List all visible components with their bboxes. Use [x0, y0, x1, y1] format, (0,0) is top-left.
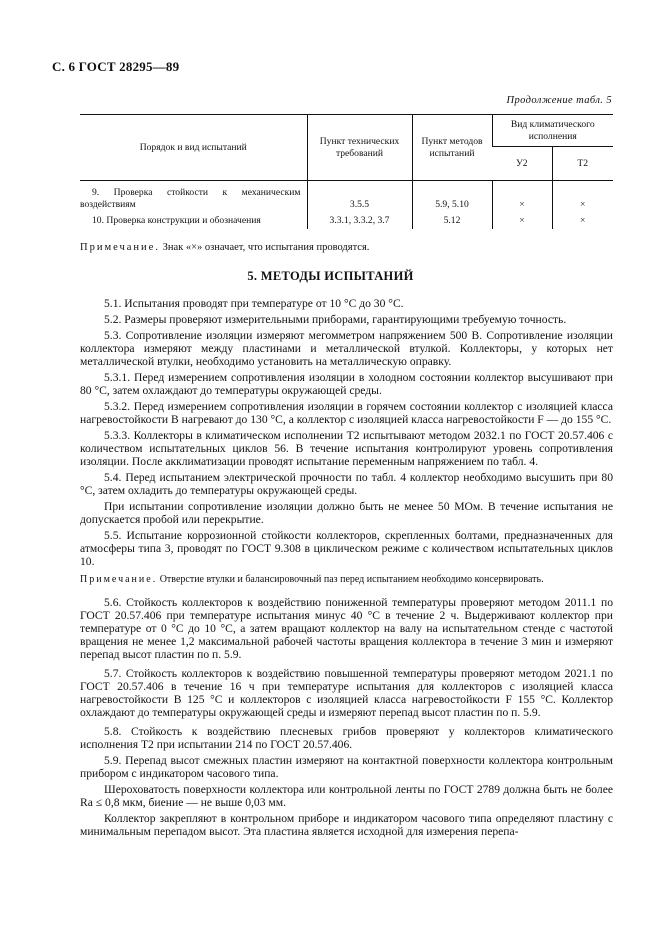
row-t2: ×: [552, 181, 613, 214]
test-table: [80, 114, 613, 229]
header-order: Порядок и вид испытаний: [80, 115, 307, 181]
row-name: 9. Проверка стойкости к механическим воздействиям: [80, 187, 301, 210]
note-text: Отверстие втулки и балансировочный паз перед испытанием необходимо консервировать.: [157, 574, 544, 585]
table-note: [80, 242, 369, 253]
table-row: [80, 181, 613, 214]
paragraph: 5.7. Стойкость коллекторов к воздействию повышенной температуры проверяют методом 2021.1 по ГОСТ 20.57.406 в течение 16 ч при температуре испытания для коллекторов с изоляцией класса нагревостойкости В 125 °С и коллекторов с изоляцией класса нагревостойкости F 155 °С. Коллектор охлаждают до температуры окружающей среды и измеряют перепад высот пластин по п. 5.9.: [80, 667, 613, 719]
paragraph: Коллектор закрепляют в контрольном приборе и индикатором часового типа определяют пластину с минимальным перепадом высот. Эта пластина является исходной для измерения перепа-: [80, 812, 613, 838]
row-method: 5.9, 5.10: [412, 181, 492, 214]
table-note-text: Знак «×» означает, что испытания проводятся.: [159, 242, 370, 253]
row-t2: ×: [552, 213, 613, 229]
header-climate: Вид климатического исполнения: [492, 115, 613, 147]
paragraph: 5.2. Размеры проверяют измерительными приборами, гарантирующими требуемую точность.: [104, 313, 567, 326]
section-title: 5. МЕТОДЫ ИСПЫТАНИЙ: [247, 269, 414, 283]
row-u2: ×: [492, 213, 552, 229]
row-u2: ×: [492, 181, 552, 214]
header-t2: Т2: [552, 147, 613, 181]
paragraph: 5.5. Испытание коррозионной стойкости коллекторов, скрепленных болтами, предназначенных для атмосферы типа 3, проводят по ГОСТ 9.308 в циклическом режиме с количеством испытательных циклов 10.: [80, 529, 613, 568]
table-note-label: Примечание.: [80, 242, 160, 253]
paragraph: При испытании сопротивление изоляции должно быть не менее 50 МОм. В течение испытания не допускается пробой или перекрытие.: [80, 500, 613, 526]
header-tech-req: Пункт технических требований: [307, 115, 412, 181]
header-u2: У2: [492, 147, 552, 181]
paragraph: 5.9. Перепад высот смежных пластин измеряют на контактной поверхности коллектора контрольным прибором с индикатором часового типа.: [80, 754, 613, 780]
paragraph: 5.1. Испытания проводят при температуре от 10 °С до 30 °С.: [104, 297, 404, 310]
table-row: [80, 213, 613, 229]
note: [80, 574, 613, 586]
header-methods: Пункт методов испытаний: [412, 115, 492, 181]
row-name: 10. Проверка конструкции и обозначения: [92, 215, 261, 226]
paragraph: 5.3. Сопротивление изоляции измеряют мегомметром напряжением 500 В. Сопротивление изоляции коллектора измеряют между пластинами и металлической втулкой. Коллекторы, у которых нет металлической втулки, необходимо установить на металлическую оправку.: [80, 329, 613, 368]
row-tech: 3.3.1, 3.3.2, 3.7: [307, 213, 412, 229]
row-tech: 3.5.5: [307, 181, 412, 214]
paragraph: 5.6. Стойкость коллекторов к воздействию пониженной температуры проверяют методом 2011.1 по ГОСТ 20.57.406 при температуре испытания минус 40 °С в течение 2 ч. Выдерживают коллектор при температуре от 0 °С до 10 °С, а затем вращают коллектор на валу на испытательном стенде с частотой вращения не менее 1,2 максимальной рабочей частоты вращения коллектора в течение 3 мин и измеряют перепад высот пластин по п. 5.9.: [80, 596, 613, 661]
paragraph: 5.8. Стойкость к воздействию плесневых грибов проверяют у коллекторов климатического исполнения Т2 при испытании 214 по ГОСТ 20.57.406.: [80, 725, 613, 751]
paragraph: 5.3.1. Перед измерением сопротивления изоляции в холодном состоянии коллектор высушивают при 80 °С, затем охлаждают до температуры окружающей среды.: [80, 371, 613, 397]
paragraph: 5.3.3. Коллекторы в климатическом исполнении Т2 испытывают методом 2032.1 по ГОСТ 20.57.406 с количеством испытательных циклов 56. В течение испытания контролируют уровень сопротивления изоляции. После акклиматизации проводят испытание переменным напряжением по табл. 4.: [80, 429, 613, 468]
paragraph: 5.4. Перед испытанием электрической прочности по табл. 4 коллектор необходимо высушить при 80 °С, затем охладить до температуры окружающей среды.: [80, 471, 613, 497]
paragraph: Шероховатость поверхности коллектора или контрольной ленты по ГОСТ 2789 должна быть не более Ra ≤ 0,8 мкм, биение — не выше 0,03 мм.: [80, 783, 613, 809]
table-continuation-label: Продолжение табл. 5: [506, 95, 612, 106]
row-method: 5.12: [412, 213, 492, 229]
body-text: [80, 297, 613, 841]
note-label: Примечание.: [80, 574, 158, 585]
page-header: С. 6 ГОСТ 28295—89: [52, 59, 180, 74]
paragraph: 5.3.2. Перед измерением сопротивления изоляции в горячем состоянии коллектор с изоляцией класса нагревостойкости В нагревают до 130 °С, а коллектор с изоляцией класса нагревостойкости F — до 155 °С.: [80, 400, 613, 426]
